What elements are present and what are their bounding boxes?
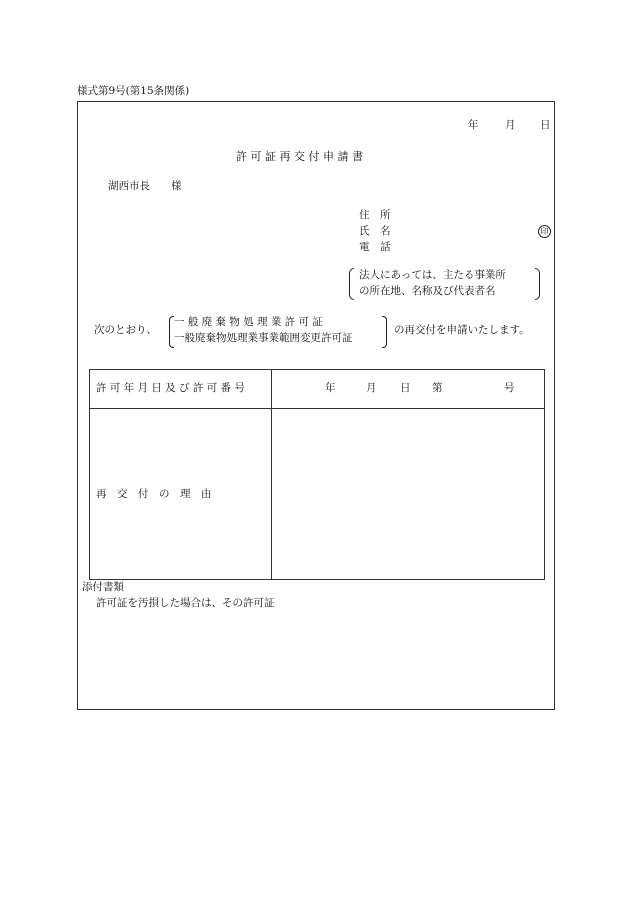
permit-brace-right (382, 316, 387, 348)
statement-prefix: 次のとおり、 (94, 324, 157, 336)
table-row-divider (90, 408, 544, 409)
phone-label: 電 話 (359, 241, 391, 253)
reissue-reason-label: 再 交 付 の 理 由 (96, 488, 212, 500)
note-bracket-right (535, 268, 540, 300)
statement-suffix: の再交付を申請いたします。 (394, 324, 530, 336)
form-number: 様式第9号(第15条関係) (77, 85, 190, 97)
address-label: 住 所 (359, 209, 391, 221)
corporate-note-line1: 法人にあっては、主たる事業所 (359, 269, 506, 281)
date-year-label: 年 (468, 119, 479, 131)
date-month-label: 月 (505, 119, 516, 131)
note-bracket-left (349, 268, 354, 300)
permit-number-prefix: 第 (432, 382, 443, 394)
addressee: 湖西市長 様 (108, 180, 182, 192)
form-title: 許 可 証 再 交 付 申 請 書 (236, 150, 363, 163)
name-label: 氏 名 (359, 225, 391, 237)
permit-date-number-label: 許 可 年 月 日 及 び 許 可 番 号 (96, 382, 245, 394)
permit-day-label: 日 (400, 382, 411, 394)
permit-number-suffix: 号 (504, 382, 515, 394)
date-day-label: 日 (540, 119, 551, 131)
permit-month-label: 月 (366, 382, 377, 394)
attachments-title: 添付書類 (82, 581, 124, 593)
attachments-item: 許可証を汚損した場合は、その許可証 (96, 597, 275, 609)
corporate-note-line2: の所在地、名称及び代表者名 (359, 285, 496, 297)
table-column-divider (271, 370, 272, 579)
permit-year-label: 年 (325, 382, 336, 394)
permit-type-1: 一 般 廃 棄 物 処 理 業 許 可 証 (174, 316, 323, 328)
permit-table (89, 369, 545, 580)
permit-type-2: 一般廃棄物処理業事業範囲変更許可証 (174, 332, 353, 344)
seal-mark-icon: 印 (538, 225, 551, 238)
